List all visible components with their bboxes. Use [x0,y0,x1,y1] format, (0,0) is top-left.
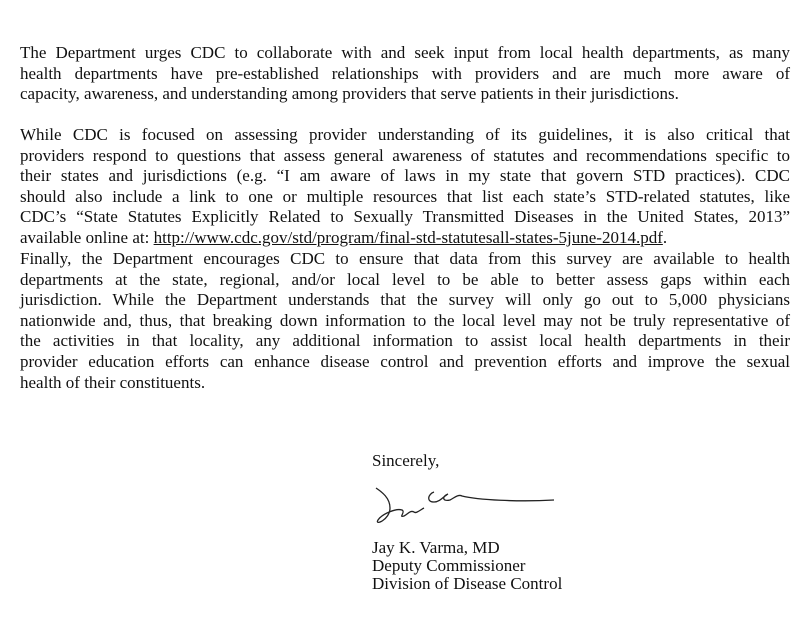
signer-division: Division of Disease Control [372,574,563,593]
paragraph-statutes [20,125,790,249]
text-line: health of their constituents. [20,372,206,392]
signature [368,478,568,533]
text-line: departments at the state, regional, and/or local level to be able to better assess gaps within each [20,269,790,289]
salutation: Sincerely, [372,451,440,470]
text-line: jurisdiction. While the Department understands that the survey will only go out to 5,000 physicians [20,290,790,310]
signer-name: Jay K. Varma, MD [372,538,500,557]
text-line: providers respond to questions that assess general awareness of statutes and recommendations specific to [20,145,790,165]
text-line: their states and jurisdictions (e.g. “I am aware of laws in my state that govern STD practices). CDC [20,166,790,186]
text-line: Finally, the Department encourages CDC to ensure that data from this survey are available to health [20,249,790,268]
text-line: The Department urges CDC to collaborate with and seek input from local health departments, as many [20,43,790,62]
text-line: While CDC is focused on assessing provider understanding of its guidelines, it is also critical that [20,125,790,144]
text-line: the activities in that locality, any additional information to assist local health departments in their [20,331,790,351]
link-prefix: available online at: [20,227,154,247]
text-line: nationwide and, thus, that breaking down information to the local level may not be truly representative of [20,310,790,330]
paragraph-data-availability [20,249,790,393]
signer-title: Deputy Commissioner [372,556,526,575]
text-line: capacity, awareness, and understanding among providers that serve patients in their jurisdictions. [20,84,679,104]
text-line: should also include a link to one or multiple resources that list each state’s STD-related statutes, like [20,186,790,206]
text-line: health departments have pre-established relationships with providers and are much more aware of [20,63,790,83]
text-line [20,228,790,249]
paragraph-collaboration [20,43,790,105]
statutes-link[interactable]: http://www.cdc.gov/std/program/final-std-statutesall-states-5june-2014.pdf [153,227,663,247]
text-line: provider education efforts can enhance disease control and prevention efforts and improve the sexual [20,351,790,371]
link-suffix: . [662,227,668,247]
text-line: CDC’s “State Statutes Explicitly Related to Sexually Transmitted Diseases in the United States, 2013” [20,207,790,227]
signature-block [372,539,562,593]
